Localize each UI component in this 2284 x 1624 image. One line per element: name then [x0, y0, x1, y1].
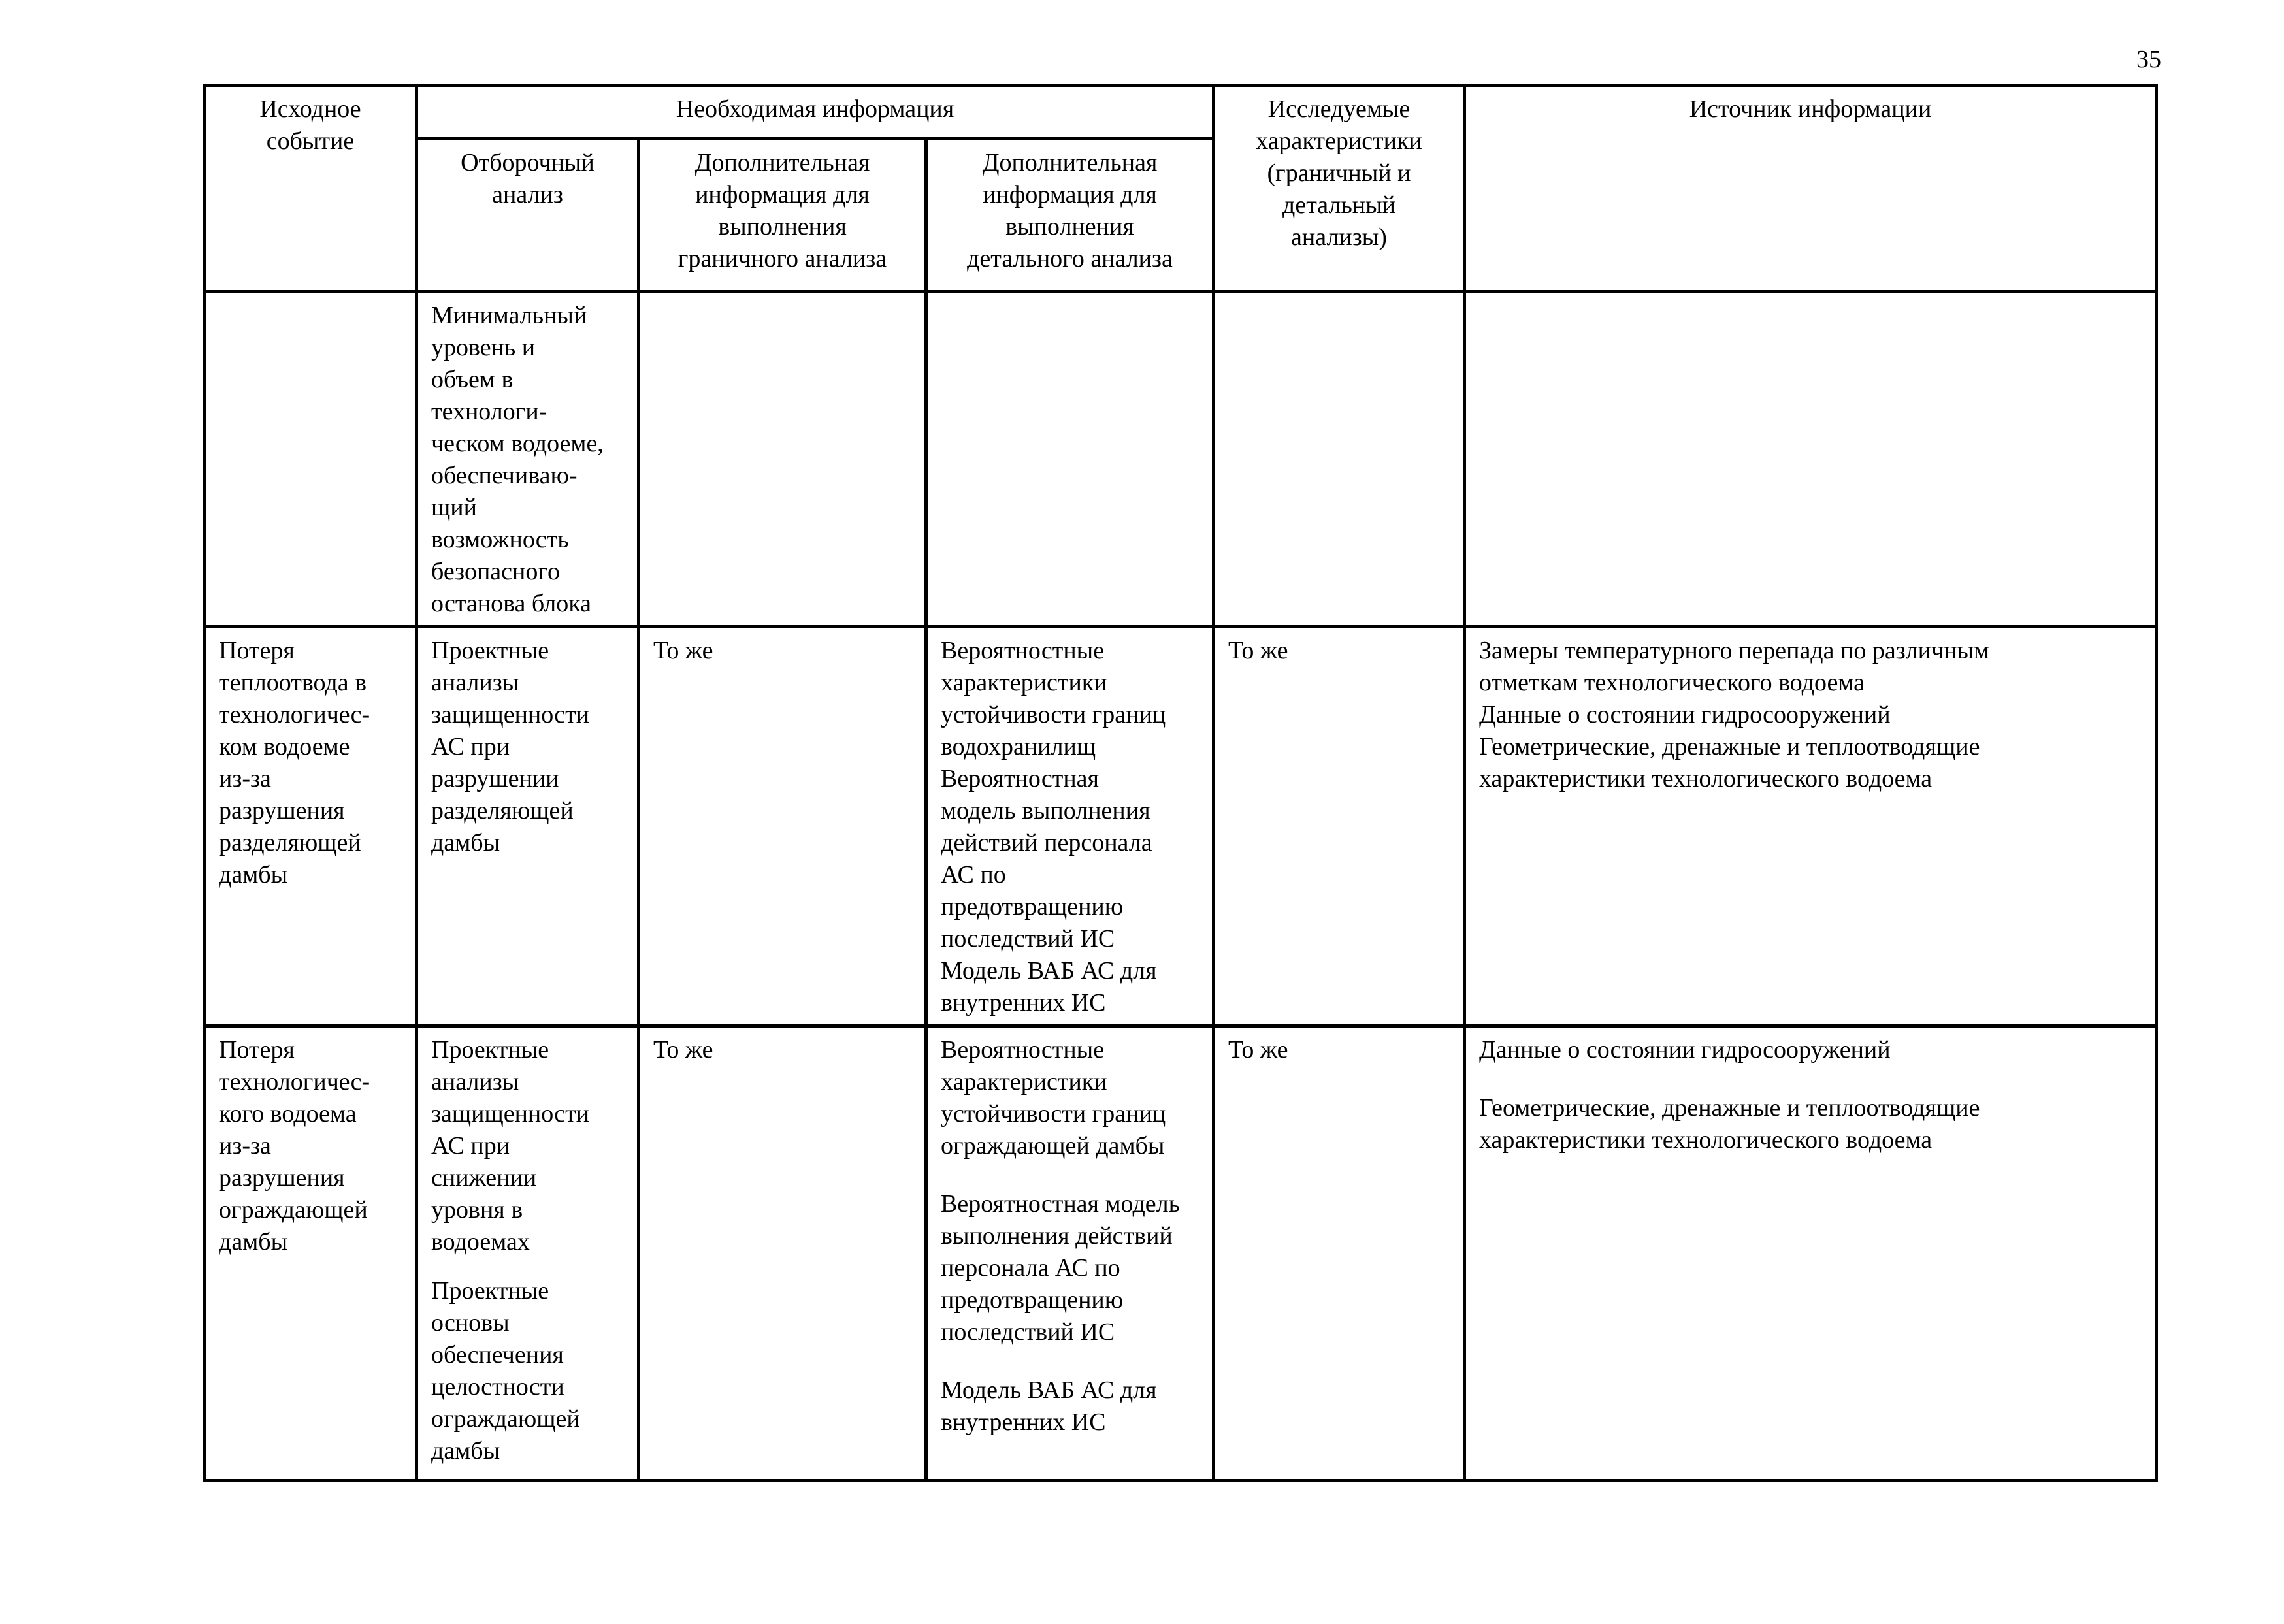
cell-detailed-text: Вероятностные характеристики устойчивости границ водохранилищ Вероятностная модель выполнения действий персонала АС по предотвращению последствий ИС Модель ВАБ АС для внутренних ИС	[941, 637, 1166, 1016]
cell-event	[204, 1026, 417, 1481]
cell-detailed	[926, 1026, 1214, 1481]
header-row-1	[204, 86, 2157, 139]
table-row	[204, 1026, 2157, 1481]
header-characteristics	[1214, 86, 1465, 292]
cell-source	[1465, 1026, 2157, 1481]
table-row	[204, 627, 2157, 1026]
header-required-info	[417, 86, 1214, 139]
header-screening	[417, 139, 639, 292]
cell-detailed	[926, 627, 1214, 1026]
cell-screening-text: Проектные анализы защищенности АС при разрушении разделяющей дамбы	[431, 637, 590, 856]
cell-boundary	[639, 292, 926, 627]
cell-event	[204, 627, 417, 1026]
cell-detailed-text: Вероятностная модель выполнения действий персонала АС по предотвращению последствий ИС	[941, 1190, 1180, 1346]
cell-event-text: Потеря теплоотвода в технологичес- ком водоеме из-за разрушения разделяющей дамбы	[219, 637, 370, 888]
cell-source-text: Данные о состоянии гидросооружений	[1479, 1036, 1891, 1064]
header-source	[1465, 86, 2157, 292]
header-source-text: Источник информации	[1689, 95, 1932, 123]
cell-characteristics	[1214, 1026, 1465, 1481]
cell-source-text: Геометрические, дренажные и теплоотводящие характеристики технологического водоема	[1479, 1094, 1980, 1154]
cell-screening-text: Проектные основы обеспечения целостности ограждающей дамбы	[431, 1277, 580, 1465]
cell-source	[1465, 292, 2157, 627]
header-screening-text: Отборочный анализ	[461, 149, 595, 208]
cell-boundary-text: То же	[653, 637, 713, 664]
header-extra-detailed-text: Дополнительная информация для выполнения детального анализа	[967, 149, 1173, 272]
cell-source-text: Замеры температурного перепада по различным отметкам технологического водоема Данные о состоянии гидросооружений Геометрические, дренажные и теплоотводящие характеристики технологического водоема	[1479, 637, 1990, 792]
cell-source	[1465, 627, 2157, 1026]
cell-screening	[417, 292, 639, 627]
cell-characteristics	[1214, 292, 1465, 627]
header-characteristics-text: Исследуемые характеристики (граничный и детальный анализы)	[1256, 95, 1422, 251]
cell-detailed-text: Модель ВАБ АС для внутренних ИС	[941, 1376, 1157, 1436]
cell-boundary	[639, 1026, 926, 1481]
cell-detailed	[926, 292, 1214, 627]
header-extra-boundary	[639, 139, 926, 292]
cell-event-text: Потеря технологичес- кого водоема из-за разрушения ограждающей дамбы	[219, 1036, 370, 1256]
cell-detailed-text: Вероятностные характеристики устойчивости границ ограждающей дамбы	[941, 1036, 1166, 1160]
cell-event	[204, 292, 417, 627]
cell-characteristics	[1214, 627, 1465, 1026]
cell-characteristics-text: То же	[1228, 1036, 1288, 1064]
cell-boundary	[639, 627, 926, 1026]
header-initial-event-text: Исходное событие	[259, 95, 361, 155]
header-extra-boundary-text: Дополнительная информация для выполнения граничного анализа	[677, 149, 887, 272]
cell-screening-text: Минимальный уровень и объем в технологи- ческом водоеме, обеспечиваю- щий возможность безопасного останова блока	[431, 302, 604, 617]
cell-screening	[417, 627, 639, 1026]
header-required-info-text: Необходимая информация	[676, 95, 954, 123]
information-table	[203, 84, 2158, 1482]
header-initial-event	[204, 86, 417, 292]
table-row	[204, 292, 2157, 627]
cell-screening	[417, 1026, 639, 1481]
header-extra-detailed	[926, 139, 1214, 292]
cell-screening-text: Проектные анализы защищенности АС при снижении уровня в водоемах	[431, 1036, 590, 1256]
cell-boundary-text: То же	[653, 1036, 713, 1064]
cell-characteristics-text: То же	[1228, 637, 1288, 664]
page-number: 35	[2136, 46, 2161, 73]
